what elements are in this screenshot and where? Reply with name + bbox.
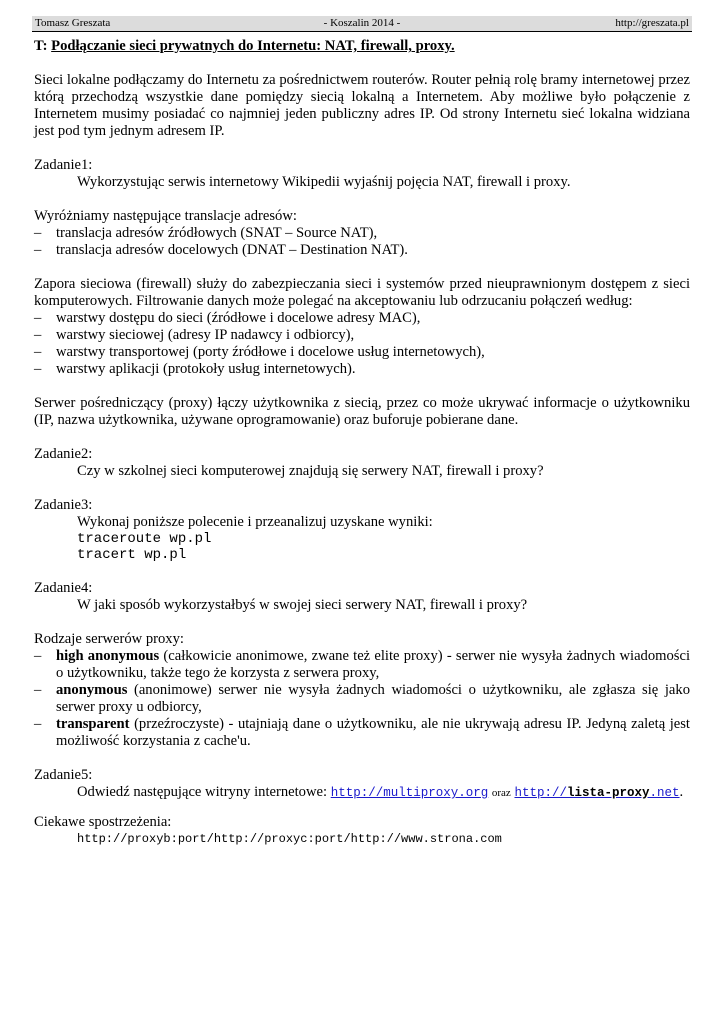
task4-text: W jaki sposób wykorzystałbyś w swojej sieci serwery NAT, firewall i proxy?: [77, 597, 528, 613]
header-site: http://greszata.pl: [615, 17, 689, 29]
title-text: Podłączanie sieci prywatnych do Internetu: NAT, firewall, proxy.: [51, 38, 455, 54]
task5-conjunction: oraz: [491, 787, 511, 799]
link2-suffix: .net: [649, 786, 680, 800]
proxy-type-term: transparent: [56, 716, 130, 732]
firewall-intro: Zapora sieciowa (firewall) służy do zabezpieczania sieci i systemów przed nieuprawnionym dostępem z sieci komputerowych. Filtrowanie danych może polegać na akceptowaniu lub odrzucaniu połączeń według:: [34, 276, 690, 309]
proxy-type-term: anonymous: [56, 682, 128, 698]
task5-label: Zadanie5:: [34, 767, 93, 783]
task2-label: Zadanie2:: [34, 446, 93, 462]
task5-end: .: [679, 784, 684, 800]
list-item: [34, 716, 690, 750]
title-prefix: T:: [34, 38, 48, 54]
task3-text: Wykonaj poniższe polecenie i przeanalizuj uzyskane wyniki:: [77, 514, 433, 530]
proxy-type-desc: (anonimowe) serwer nie wysyła żadnych wiadomości o użytkowniku, ale zgłasza się jako serwer proxy u odbiorcy,: [56, 682, 690, 715]
link-lista-proxy[interactable]: [514, 786, 679, 800]
task3-command-tracert: tracert wp.pl: [77, 547, 187, 563]
proxy-types-list: [34, 648, 690, 750]
list-item: – warstwy dostępu do sieci (źródłowe i docelowe adresy MAC),: [34, 310, 690, 327]
list-item: – translacja adresów docelowych (DNAT – Destination NAT).: [34, 242, 690, 259]
task5-text-line: [34, 784, 690, 802]
task1-label: Zadanie1:: [34, 157, 93, 173]
document-body: [34, 38, 690, 848]
proxy-description: Serwer pośredniczący (proxy) łączy użytkownika z siecią, przez co może ukrywać informacje o użytkowniku (IP, nazwa użytkownika, używane oprogramowanie) oraz buforuje pobierane dane.: [34, 395, 690, 428]
task2-text: Czy w szkolnej sieci komputerowej znajdują się serwery NAT, firewall i proxy?: [77, 463, 544, 479]
link2-bold: lista-proxy: [567, 786, 650, 800]
observations-code: http://proxyb:port/http://proxyc:port/http://www.strona.com: [77, 832, 502, 846]
task3-label: Zadanie3:: [34, 497, 93, 513]
proxy-type-desc: (całkowicie anonimowe, zwane też elite proxy) - serwer nie wysyła żadnych wiadomości o użytkowniku, także tego że korzysta z serwera proxy,: [56, 648, 690, 681]
header-location: - Koszalin 2014 -: [323, 17, 401, 29]
header-author: Tomasz Greszata: [35, 17, 111, 29]
proxy-type-desc: (przeźroczyste) - utajniają dane o użytkowniku, ale nie ukrywają adresu IP. Jedyną zaletą jest możliwość korzystania z cache'u.: [56, 716, 690, 749]
link-multiproxy[interactable]: http://multiproxy.org: [330, 786, 489, 800]
proxy-type-term: high anonymous: [56, 648, 160, 664]
firewall-list: [34, 310, 690, 378]
task1-text: Wykorzystując serwis internetowy Wikipedii wyjaśnij pojęcia NAT, firewall i proxy.: [77, 174, 571, 190]
page-header: [32, 16, 692, 32]
list-item: – translacja adresów źródłowych (SNAT – Source NAT),: [34, 225, 690, 242]
list-item: – warstwy transportowej (porty źródłowe i docelowe usług internetowych),: [34, 344, 690, 361]
translations-list: [34, 225, 690, 259]
list-item: [34, 648, 690, 682]
link2-prefix: http://: [514, 786, 567, 800]
task3-command-traceroute: traceroute wp.pl: [77, 531, 212, 547]
intro-paragraph: Sieci lokalne podłączamy do Internetu za pośrednictwem routerów. Router pełnią rolę bramy internetowej przez którą przechodzą wszystkie dane pomiędzy siecią lokalną a Internetem. Aby możliwe było połączenie z Internetem musimy posiadać co najmniej jeden publiczny adres IP. Od strony Internetu sieć lokalna widziana jest pod tym jednym adresem IP.: [34, 72, 690, 139]
task5-text: Odwiedź następujące witryny internetowe:: [77, 784, 328, 800]
translations-intro: Wyróżniamy następujące translacje adresów:: [34, 208, 297, 224]
list-item: – warstwy aplikacji (protokoły usług internetowych).: [34, 361, 690, 378]
page-title: [34, 38, 690, 55]
list-item: – warstwy sieciowej (adresy IP nadawcy i odbiorcy),: [34, 327, 690, 344]
task4-label: Zadanie4:: [34, 580, 93, 596]
proxy-types-intro: Rodzaje serwerów proxy:: [34, 631, 184, 647]
observations-label: Ciekawe spostrzeżenia:: [34, 814, 172, 830]
list-item: [34, 682, 690, 716]
